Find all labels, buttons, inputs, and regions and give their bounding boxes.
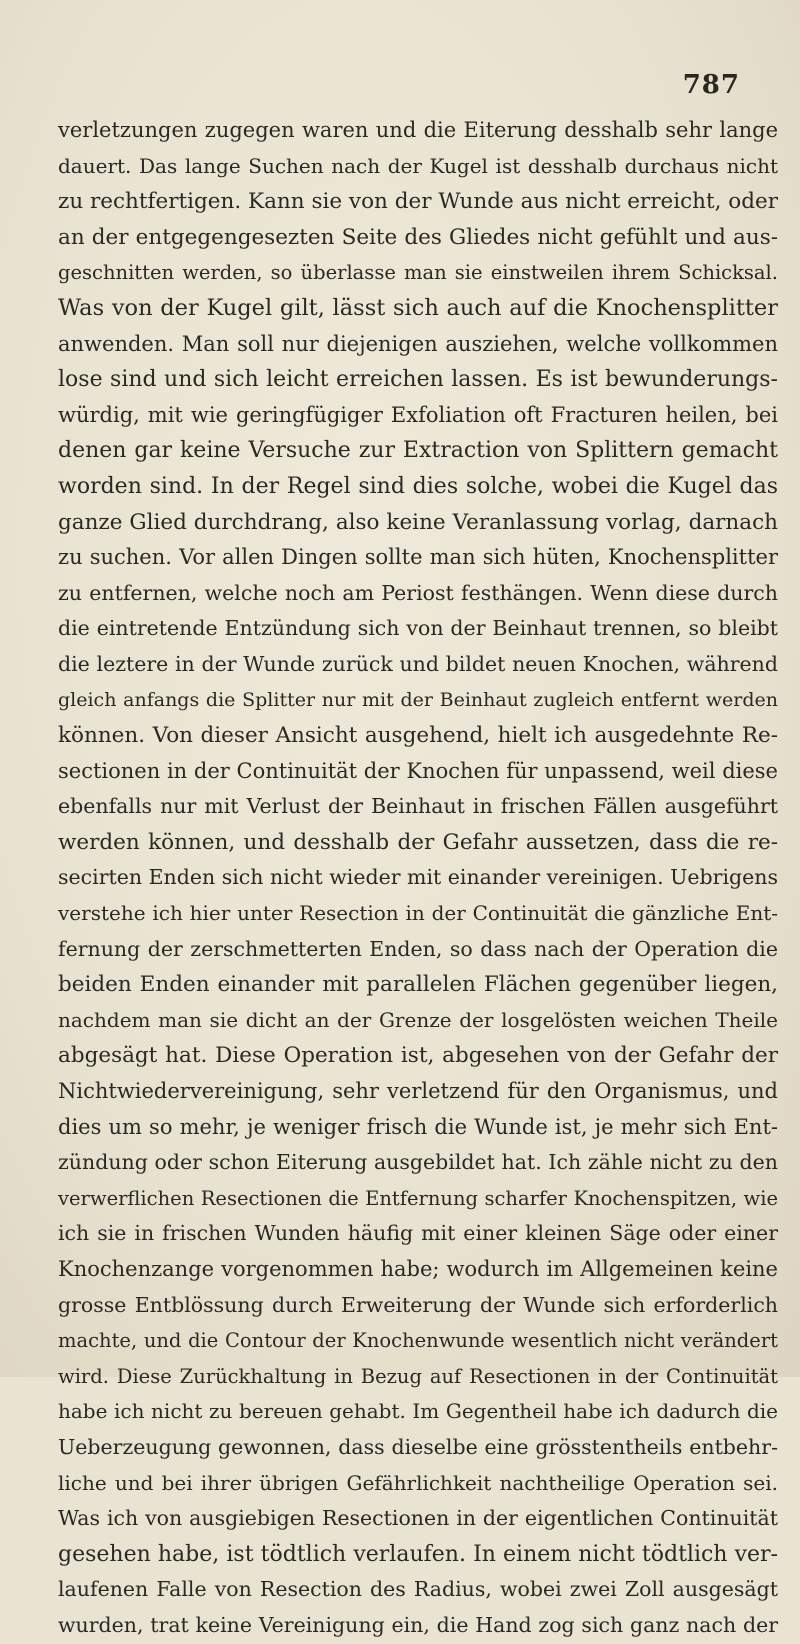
text-line: habe ich nicht zu bereuen gehabt. Im Gegentheil habe ich dadurch die bbox=[58, 1399, 778, 1424]
text-line: secirten Enden sich nicht wieder mit einander vereinigen. Uebrigens bbox=[58, 865, 778, 890]
text-line: können. Von dieser Ansicht ausgehend, hielt ich ausgedehnte Re- bbox=[58, 723, 778, 749]
text-line: anwenden. Man soll nur diejenigen ausziehen, welche vollkommen bbox=[58, 331, 778, 356]
text-line: ganze Glied durchdrang, also keine Veranlassung vorlag, darnach bbox=[58, 509, 778, 535]
text-line: Was von der Kugel gilt, lässt sich auch auf die Knochensplitter bbox=[58, 294, 778, 321]
body-text bbox=[58, 113, 778, 1644]
text-line: machte, und die Contour der Knochenwunde wesentlich nicht verändert bbox=[58, 1329, 778, 1353]
text-line: grosse Entblössung durch Erweiterung der Wunde sich erforderlich bbox=[58, 1292, 778, 1317]
text-line: zu rechtfertigen. Kann sie von der Wunde aus nicht erreicht, oder bbox=[58, 189, 778, 215]
text-line: die eintretende Entzündung sich von der Beinhaut trennen, so bleibt bbox=[58, 616, 778, 641]
text-line: zu entfernen, welche noch am Periost festhängen. Wenn diese durch bbox=[58, 580, 778, 605]
text-line: gleich anfangs die Splitter nur mit der Beinhaut zugleich entfernt werden bbox=[58, 688, 778, 711]
text-line: laufenen Falle von Resection des Radius, wobei zwei Zoll ausgesägt bbox=[58, 1577, 778, 1602]
text-line: verletzungen zugegen waren und die Eiterung desshalb sehr lange bbox=[58, 118, 778, 142]
text-line: dies um so mehr, je weniger frisch die Wunde ist, je mehr sich Ent- bbox=[58, 1114, 778, 1139]
text-line: beiden Enden einander mit parallelen Flächen gegenüber liegen, bbox=[58, 972, 778, 998]
text-line: zündung oder schon Eiterung ausgebildet hat. Ich zähle nicht zu den bbox=[58, 1150, 778, 1175]
text-line: gesehen habe, ist tödtlich verlaufen. In einem nicht tödtlich ver- bbox=[58, 1541, 778, 1567]
text-line: sectionen in der Continuität der Knochen für unpassend, weil diese bbox=[58, 758, 778, 783]
text-line: worden sind. In der Regel sind dies solche, wobei die Kugel das bbox=[58, 473, 778, 499]
text-line: geschnitten werden, so überlasse man sie einstweilen ihrem Schicksal. bbox=[58, 261, 778, 285]
text-line: lose sind und sich leicht erreichen lassen. Es ist bewunderungs- bbox=[58, 367, 778, 393]
text-line: die leztere in der Wunde zurück und bildet neuen Knochen, während bbox=[58, 651, 778, 676]
text-line: abgesägt hat. Diese Operation ist, abgesehen von der Gefahr der bbox=[58, 1043, 778, 1069]
page-number: 787 bbox=[682, 70, 740, 100]
text-line: fernung der zerschmetterten Enden, so dass nach der Operation die bbox=[58, 936, 778, 961]
text-line: werden können, und desshalb der Gefahr aussetzen, dass die re- bbox=[58, 829, 778, 855]
text-line: Knochenzange vorgenommen habe; wodurch im Allgemeinen keine bbox=[58, 1257, 778, 1281]
text-line: ich sie in frischen Wunden häufig mit einer kleinen Säge oder einer bbox=[58, 1221, 778, 1246]
text-line: ebenfalls nur mit Verlust der Beinhaut in frischen Fällen ausgeführt bbox=[58, 794, 778, 819]
text-line: Nichtwiedervereinigung, sehr verletzend für den Organismus, und bbox=[58, 1079, 778, 1104]
text-line: würdig, mit wie geringfügiger Exfoliation oft Fracturen heilen, bei bbox=[58, 402, 778, 427]
text-line: wurden, trat keine Vereinigung ein, die Hand zog sich ganz nach der bbox=[58, 1612, 778, 1637]
text-line: verstehe ich hier unter Resection in der Continuität die gänzliche Ent- bbox=[58, 901, 778, 926]
text-line: liche und bei ihrer übrigen Gefährlichkeit nachtheilige Operation sei. bbox=[58, 1470, 778, 1495]
text-line: dauert. Das lange Suchen nach der Kugel ist desshalb durchaus nicht bbox=[58, 153, 778, 178]
text-line: Ueberzeugung gewonnen, dass dieselbe eine grösstentheils entbehr- bbox=[58, 1434, 778, 1459]
text-line: Was ich von ausgiebigen Resectionen in der eigentlichen Continuität bbox=[58, 1506, 778, 1531]
text-line: verwerflichen Resectionen die Entfernung scharfer Knochenspitzen, wie bbox=[58, 1186, 778, 1210]
text-line: denen gar keine Versuche zur Extraction von Splittern gemacht bbox=[58, 438, 778, 464]
text-line: an der entgegengesezten Seite des Gliedes nicht gefühlt und aus- bbox=[58, 224, 778, 250]
text-line: zu suchen. Vor allen Dingen sollte man sich hüten, Knochensplitter bbox=[58, 545, 778, 570]
text-line: nachdem man sie dicht an der Grenze der losgelösten weichen Theile bbox=[58, 1007, 778, 1032]
text-line: wird. Diese Zurückhaltung in Bezug auf Resectionen in der Continuität bbox=[58, 1364, 778, 1388]
